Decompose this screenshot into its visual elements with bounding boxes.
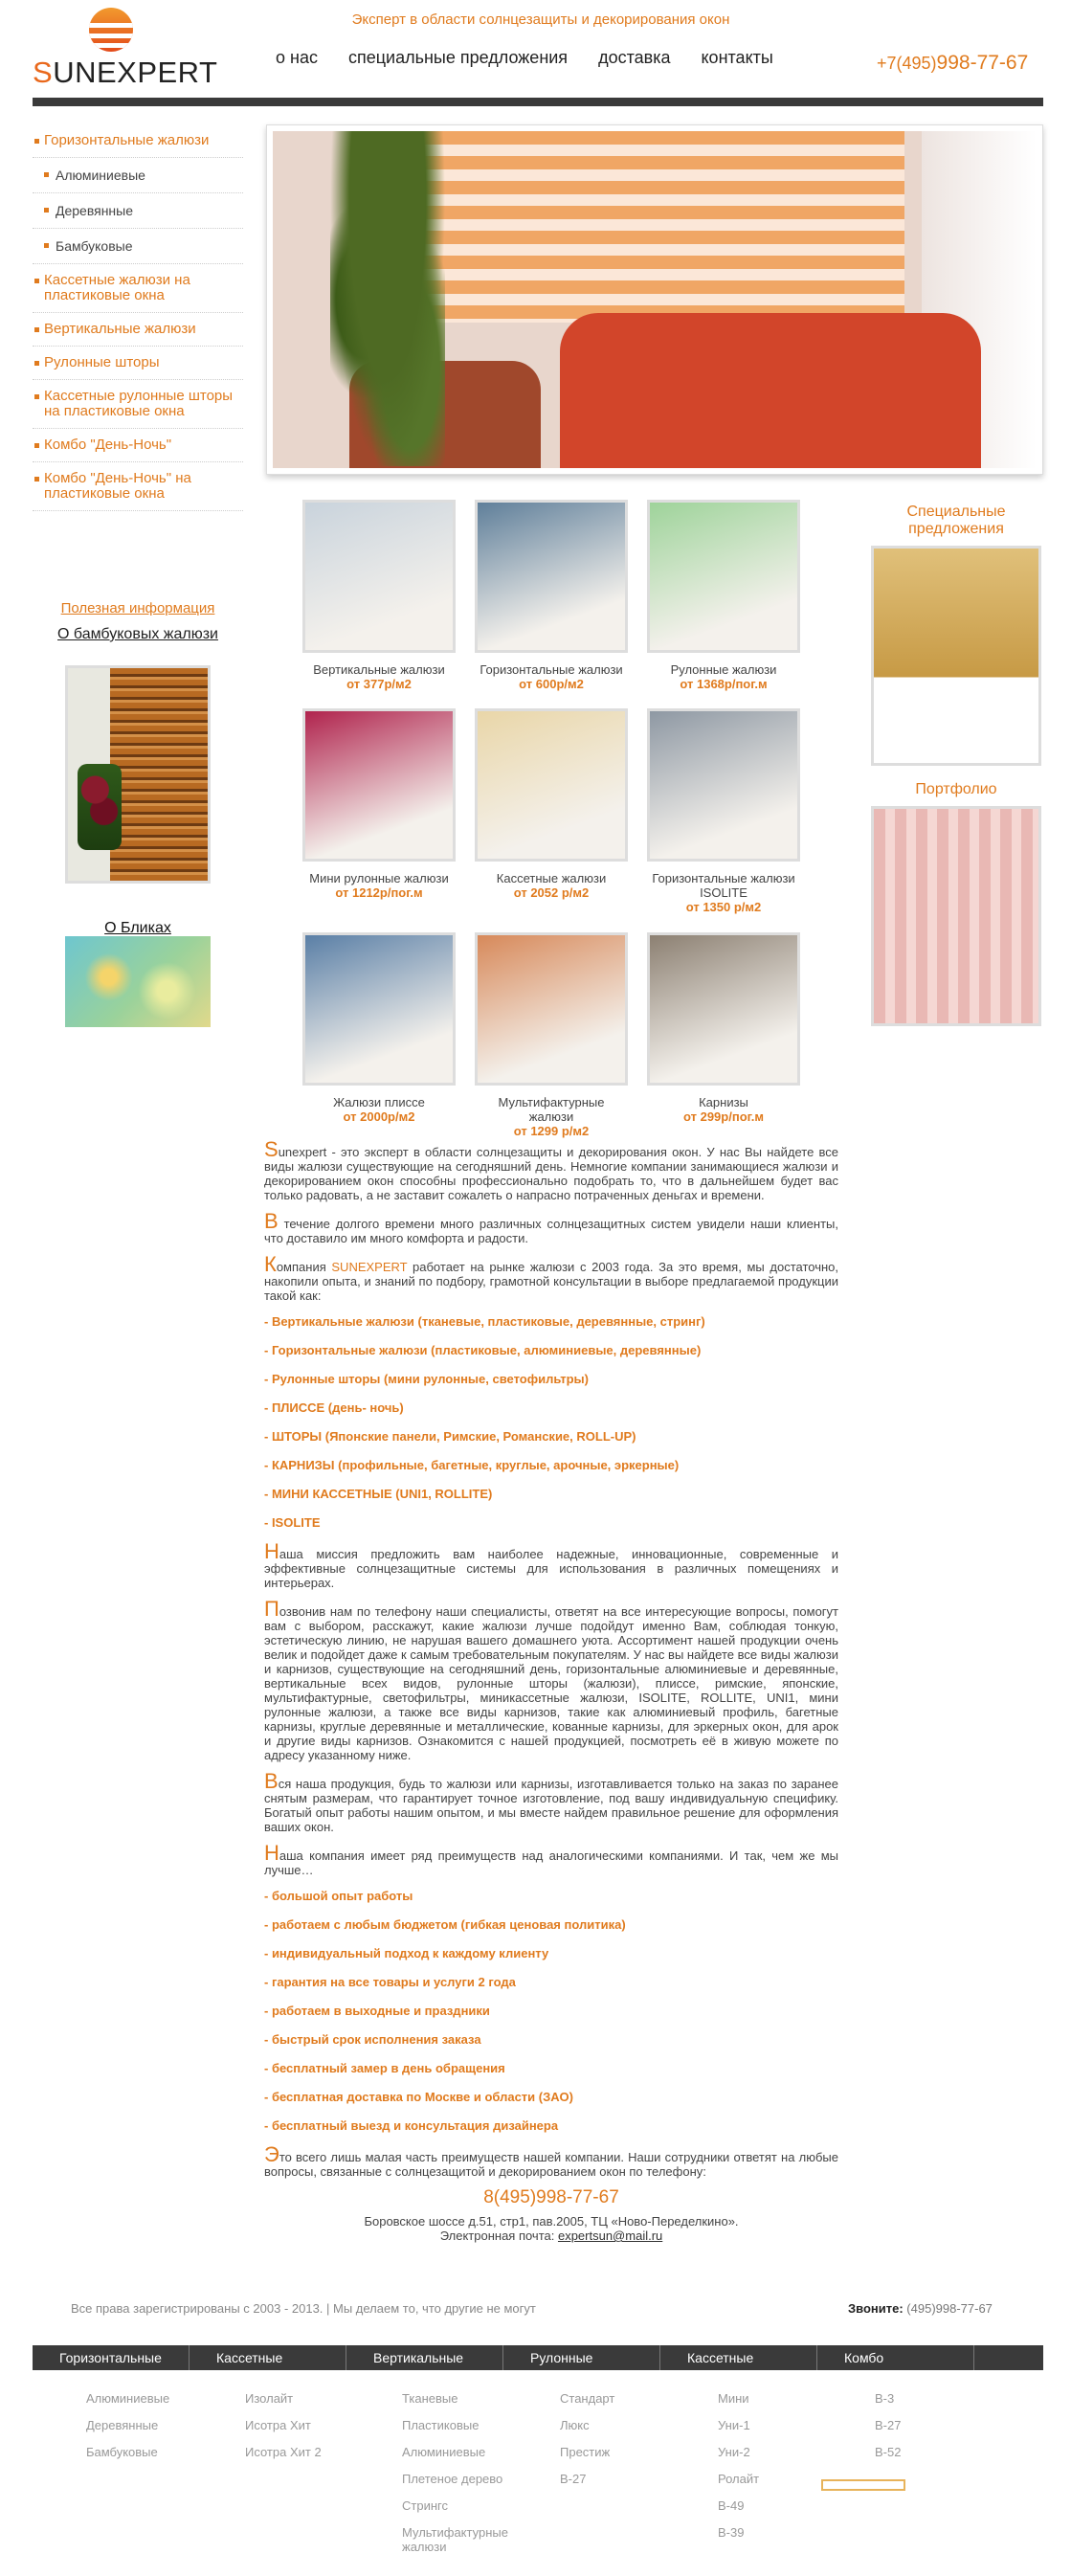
product-photo[interactable] — [302, 932, 456, 1086]
sidebar-item[interactable]: Комбо "День-Ночь" на пластиковые окна — [33, 462, 243, 511]
footer-link[interactable]: Тканевые — [402, 2391, 458, 2406]
address: Боровское шоссе д.51, стр1, пав.2005, ТЦ «Ново-Переделкино». — [364, 2214, 739, 2229]
contact-phone[interactable]: 8(495)998-77-67 — [483, 2187, 619, 2207]
footer-menu-item[interactable]: Горизонтальные — [33, 2345, 190, 2370]
bamboo-link[interactable]: О бамбуковых жалюзи — [57, 626, 218, 642]
portfolio-photo[interactable] — [871, 806, 1041, 1026]
product-name[interactable]: Рулонные жалюзи — [670, 662, 777, 677]
footer-link[interactable]: Стрингс — [402, 2498, 448, 2513]
product-name[interactable]: Горизонтальные жалюзи ISOLITE — [652, 871, 795, 900]
footer-link[interactable]: Стандарт — [560, 2391, 615, 2406]
list-item: - бесплатный замер в день обращения — [264, 2061, 505, 2075]
footer-link[interactable]: B-49 — [718, 2498, 745, 2513]
sidebar-item[interactable]: Бамбуковые — [33, 229, 243, 264]
product-photo[interactable] — [647, 932, 800, 1086]
paragraph: В течение долгого времени много различных солнцезащитных систем увидели наши клиенты, что доставило им много комфорта и радости. — [264, 1209, 838, 1245]
footer-menu-item[interactable]: Вертикальные — [346, 2345, 503, 2370]
product-card[interactable] — [647, 500, 800, 691]
sidebar-item[interactable]: Алюминиевые — [33, 158, 243, 193]
list-item: - большой опыт работы — [264, 1889, 413, 1903]
footer-highlight-box — [821, 2479, 905, 2491]
footer-column — [402, 2391, 546, 2566]
product-name[interactable]: Мультифактурные жалюзи — [498, 1095, 605, 1124]
footer-link[interactable]: B-27 — [875, 2418, 902, 2432]
list-item: - бесплатный выезд и консультация дизайнера — [264, 2118, 559, 2133]
product-card[interactable] — [475, 932, 628, 1138]
product-name[interactable]: Горизонтальные жалюзи — [480, 662, 623, 677]
glare-link[interactable]: О Бликах — [104, 920, 171, 936]
product-price: от 1368р/пог.м — [680, 677, 768, 691]
footer-link[interactable]: Изолайт — [245, 2391, 294, 2406]
list-item: - быстрый срок исполнения заказа — [264, 2032, 481, 2047]
paragraph: Наша компания имеет ряд преимуществ над аналогическими компаниями. И так, чем же мы лучше… — [264, 1841, 838, 1877]
email-line: Электронная почта: expertsun@mail.ru — [439, 2229, 663, 2243]
product-card[interactable] — [302, 500, 456, 691]
product-card[interactable] — [302, 932, 456, 1124]
footer-link[interactable]: Исотра Хит 2 — [245, 2445, 322, 2459]
product-photo[interactable] — [475, 932, 628, 1086]
sidebar-item[interactable]: Горизонтальные жалюзи — [33, 124, 243, 158]
footer-link[interactable]: Алюминиевые — [402, 2445, 486, 2459]
top-nav — [276, 48, 804, 73]
paragraph: Компания SUNEXPERT работает на рынке жалюзи с 2003 года. За это время, мы достаточно, накопили опыта, и знаний по подбору, грамотной консультации в выборе предлагаемой продукции такой как: — [264, 1252, 838, 1303]
footer-link[interactable]: Исотра Хит — [245, 2418, 311, 2432]
list-item: - работаем с любым бюджетом (гибкая ценовая политика) — [264, 1917, 626, 1932]
list-item: - бесплатная доставка по Москве и области (ЗАО) — [264, 2090, 573, 2104]
product-price: от 1350 р/м2 — [685, 900, 762, 914]
product-photo[interactable] — [647, 708, 800, 862]
logo-text: SUNEXPERT — [33, 56, 218, 89]
product-name[interactable]: Мини рулонные жалюзи — [309, 871, 449, 885]
portfolio-box — [869, 781, 1043, 1026]
header-phone[interactable]: +7(495)998-77-67 — [877, 52, 1029, 74]
product-card[interactable] — [302, 708, 456, 900]
useful-info — [33, 600, 243, 643]
nav-about[interactable]: о нас — [276, 48, 318, 67]
list-item: - работаем в выходные и праздники — [264, 2004, 490, 2018]
paragraph: Позвонив нам по телефону наши специалисты, ответят на все интересующие вопросы, помогут вам с выбором, расскажут, какие жалюзи лучше подойдут именно Вам, соблюдая тонкую, эстетическую линию, не нарушая вашего домашнего уюта. Ассортимент нашей продукции очень велик и подойдет даже к самым требовательным покупателям. У нас вы найдете все виды жалюзи и карнизов, существующие на сегодняшний день, горизонтальные алюминиевые и деревянные, вертикальные всех видов, рулонные шторы (жалюзи), плиссе, римские, японские, мультифактурные, светофильтры, миникассетные жалюзи, ISOLITE, ROLLITE, UNI1, мини рулонные жалюзи, а также все виды карнизов, такие как алюминиевый профиль, багетные карнизы, круглые деревянные и металлические, кованные карнизы, для эркерных окон, для арок и другие виды карнизов. Ознакомится с нашей продукцией, посмотреть её в живую можете по адресу указанному ниже. — [264, 1597, 838, 1762]
footer-link[interactable]: Уни-1 — [718, 2418, 750, 2432]
list-item: - Рулонные шторы (мини рулонные, светофильтры) — [264, 1372, 589, 1386]
footer-link[interactable]: Алюминиевые — [86, 2391, 170, 2406]
footer-link[interactable]: B-39 — [718, 2525, 745, 2540]
list-item: - Горизонтальные жалюзи (пластиковые, алюминиевые, деревянные) — [264, 1343, 702, 1357]
footer-menu-item[interactable]: Кассетные — [660, 2345, 817, 2370]
footer-link[interactable]: Пластиковые — [402, 2418, 480, 2432]
footer-menu-item[interactable]: Комбо — [817, 2345, 974, 2370]
footer-link[interactable]: Деревянные — [86, 2418, 159, 2432]
tagline: Эксперт в области солнцезащиты и декорирования окон — [351, 11, 730, 28]
list-item: - гарантия на все товары и услуги 2 года — [264, 1975, 516, 1989]
footer-link[interactable]: Люкс — [560, 2418, 590, 2432]
email-link[interactable]: expertsun@mail.ru — [557, 2229, 663, 2243]
useful-info-title[interactable]: Полезная информация — [60, 600, 215, 616]
product-photo[interactable] — [475, 708, 628, 862]
footer-link[interactable]: Мультифактурные жалюзи — [402, 2525, 508, 2554]
footer-phone: Звоните: (495)998-77-67 — [848, 2301, 993, 2316]
special-offers-photo[interactable] — [871, 546, 1041, 766]
sidebar-item[interactable]: Деревянные — [33, 193, 243, 229]
header-divider — [33, 98, 1043, 106]
portfolio-title[interactable]: Портфолио — [915, 781, 997, 797]
list-item: - МИНИ КАССЕТНЫЕ (UNI1, ROLLITE) — [264, 1487, 493, 1501]
bamboo-blinds-photo[interactable] — [65, 665, 211, 884]
list-item: - Вертикальные жалюзи (тканевые, пластиковые, деревянные, стринг) — [264, 1314, 705, 1329]
special-offers-title[interactable]: Специальные предложения — [906, 504, 1006, 537]
footer-column — [718, 2391, 842, 2552]
sidebar-item[interactable]: Кассетные рулонные шторы на пластиковые окна — [33, 380, 243, 429]
sidebar-item[interactable]: Комбо "День-Ночь" — [33, 429, 243, 462]
product-price: от 299р/пог.м — [683, 1109, 764, 1124]
product-photo[interactable] — [647, 500, 800, 653]
footer-menu — [33, 2345, 1043, 2370]
product-card[interactable] — [647, 708, 800, 914]
product-list — [264, 1314, 838, 1530]
product-card[interactable] — [647, 932, 800, 1124]
product-name[interactable]: Вертикальные жалюзи — [313, 662, 445, 677]
sun-logo-icon — [89, 8, 133, 52]
paragraph: Это всего лишь малая часть преимуществ нашей компании. Наши сотрудники ответят на любые вопросы, связанные с солнцезащитой и декорированием окон по телефону: — [264, 2142, 838, 2179]
product-price: от 1299 р/м2 — [513, 1124, 590, 1138]
nav-delivery[interactable]: доставка — [598, 48, 671, 67]
product-photo[interactable] — [302, 708, 456, 862]
product-price: от 2000р/м2 — [343, 1109, 415, 1124]
footer-column — [86, 2391, 211, 2472]
product-name[interactable]: Жалюзи плиссе — [333, 1095, 425, 1109]
sidebar-item[interactable]: Рулонные шторы — [33, 347, 243, 380]
footer-link[interactable]: Мини — [718, 2391, 749, 2406]
footer-link[interactable]: Ролайт — [718, 2472, 760, 2486]
product-card[interactable] — [475, 500, 628, 691]
main-text — [264, 1137, 838, 2243]
product-name[interactable]: Карнизы — [699, 1095, 748, 1109]
list-item: - ШТОРЫ (Японские панели, Римские, Романские, ROLL-UP) — [264, 1429, 636, 1444]
footer-menu-item[interactable]: Кассетные — [190, 2345, 346, 2370]
product-price: от 377р/м2 — [346, 677, 412, 691]
site-header — [0, 0, 1071, 107]
paragraph: Вся наша продукция, будь то жалюзи или карнизы, изготавливается только на заказ по заранее снятым размерам, что гарантирует точное изготовление, под вашу индивидуальную специфику. Богатый опыт работы нашим опытом, и мы вместе найдем правильное решение для оформления ваших окон. — [264, 1769, 838, 1834]
product-price: от 2052 р/м2 — [513, 885, 590, 900]
advantages-list — [264, 1889, 838, 2133]
footer-menu-item[interactable]: Рулонные — [503, 2345, 660, 2370]
footer-link[interactable]: B-52 — [875, 2445, 902, 2459]
hero-banner — [266, 124, 1043, 475]
footer-link[interactable]: B-27 — [560, 2472, 587, 2486]
nav-contacts[interactable]: контакты — [701, 48, 773, 67]
product-price: от 600р/м2 — [519, 677, 584, 691]
footer-link[interactable]: Бамбуковые — [86, 2445, 158, 2459]
sidebar-item[interactable]: Вертикальные жалюзи — [33, 313, 243, 347]
footer-link[interactable]: B-3 — [875, 2391, 895, 2406]
paragraph: Sunexpert - это эксперт в области солнцезащиты и декорирования окон. У нас Вы найдете все виды жалюзи существующие на сегодняшний день. Немногие компании занимающиеся жалюзи и декорированием окон способны профессионально подобрать то, что в дальнейшем будет вас только радовать, а не заставит сожалеть о напрасно потраченных деньгах и времени. — [264, 1137, 838, 1202]
product-price: от 1212р/пог.м — [335, 885, 423, 900]
list-item: - КАРНИЗЫ (профильные, багетные, круглые, арочные, эркерные) — [264, 1458, 680, 1472]
footer-column — [875, 2391, 999, 2472]
footer-link[interactable]: Престиж — [560, 2445, 611, 2459]
sidebar-item[interactable]: Кассетные жалюзи на пластиковые окна — [33, 264, 243, 313]
logo[interactable] — [33, 8, 218, 90]
list-item: - ISOLITE — [264, 1515, 321, 1530]
special-offers-box — [869, 504, 1043, 766]
sidebar-menu — [33, 124, 243, 511]
list-item: - индивидуальный подход к каждому клиенту — [264, 1946, 549, 1960]
footer-column — [245, 2391, 369, 2472]
glare-photo[interactable] — [65, 936, 211, 1027]
paragraph: Наша миссия предложить вам наиболее надежные, инновационные, современные и эффективные солнцезащитные системы для использования в различных помещениях и интерьерах. — [264, 1539, 838, 1590]
product-name[interactable]: Кассетные жалюзи — [496, 871, 607, 885]
nav-special-offers[interactable]: специальные предложения — [347, 48, 569, 67]
product-photo[interactable] — [302, 500, 456, 653]
copyright: Все права зарегистрированы с 2003 - 2013. | Мы делаем то, что другие не могут — [71, 2301, 536, 2316]
footer-link[interactable]: Плетеное дерево — [402, 2472, 503, 2486]
footer-column — [560, 2391, 684, 2498]
list-item: - ПЛИССЕ (день- ночь) — [264, 1400, 404, 1415]
product-photo[interactable] — [475, 500, 628, 653]
product-card[interactable] — [475, 708, 628, 900]
footer-link[interactable]: Уни-2 — [718, 2445, 750, 2459]
